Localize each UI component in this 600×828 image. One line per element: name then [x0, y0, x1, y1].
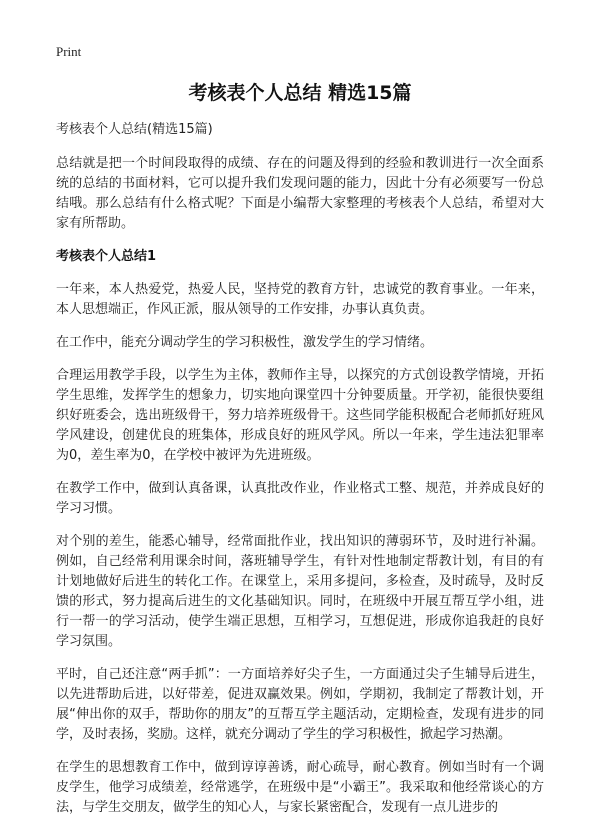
section-heading: 考核表个人总结1: [56, 249, 157, 264]
document-body: [56, 120, 544, 828]
body-paragraph: 合理运用教学手段，以学生为主体，教师作主导，以探究的方式创设教学情境，开拓学生思维，发挥学生的想象力，切实地向课堂四十分钟要质量。开学初，能很快要组织好班委会，选出班级骨干，努力培养班级骨干。这些同学能积极配合老师抓好班风学风建设，创建优良的班集体，形成良好的班风学风。所以一年来，学生违法犯罪率为0，差生率为0，在学校中被评为先进班级。: [56, 368, 544, 463]
intro-paragraph: 总结就是把一个时间段取得的成绩、存在的问题及得到的经验和教训进行一次全面系统的总结的书面材料，它可以提升我们发现问题的能力，因此十分有必须要写一份总结哦。那么总结有什么格式呢？下面是小编帮大家整理的考核表个人总结，希望对大家有所帮助。: [56, 156, 544, 231]
body-paragraph: 对个别的差生，能悉心辅导，经常面批作业，找出知识的薄弱环节，及时进行补漏。例如，自己经常利用课余时间，落班辅导学生，有针对性地制定帮教计划，有目的有计划地做好后进生的转化工作。在课堂上，采用多提问，多检查，及时疏导，及时反馈的形式，努力提高后进生的文化基础知识。同时，在班级中开展互帮互学小组，进行一帮一的学习活动，使学生端正思想，互相学习，互想促进，形成你追我赶的良好学习氛围。: [56, 534, 544, 649]
page-title: 考核表个人总结 精选15篇: [188, 82, 412, 104]
body-paragraph: 平时，自己还注意“两手抓”：一方面培养好尖子生，一方面通过尖子生辅导后进生，以先进帮助后进，以好带差，促进双赢效果。例如，学期初，我制定了帮教计划，开展“伸出你的双手，帮助你的朋友”的互帮互学主题活动，定期检查，发现有进步的同学，及时表扬，奖励。这样，就充分调动了学生的学习积极性，掀起学习热潮。: [56, 667, 544, 742]
document-subtitle: 考核表个人总结(精选15篇): [56, 122, 213, 137]
body-paragraph: 在学生的思想教育工作中，做到谆谆善诱，耐心疏导，耐心教育。例如当时有一个调皮学生，他学习成绩差，经常逃学，在班级中是“小霸王”。我采取和他经常谈心的方法，与学生交朋友，做学生的知心人，与家长紧密配合，发现有一点儿进步的: [56, 760, 544, 815]
print-link[interactable]: Print: [56, 44, 82, 59]
body-paragraph: 一年来，本人热爱党，热爱人民，坚持党的教育方针，忠诚党的教育事业。一年来，本人思想端正，作风正派，服从领导的工作安排，办事认真负责。: [56, 282, 544, 317]
body-paragraph: 在教学工作中，做到认真备课，认真批改作业，作业格式工整、规范，并养成良好的学习习惯。: [56, 481, 544, 516]
body-paragraph: 在工作中，能充分调动学生的学习积极性，激发学生的学习情绪。: [56, 335, 434, 350]
